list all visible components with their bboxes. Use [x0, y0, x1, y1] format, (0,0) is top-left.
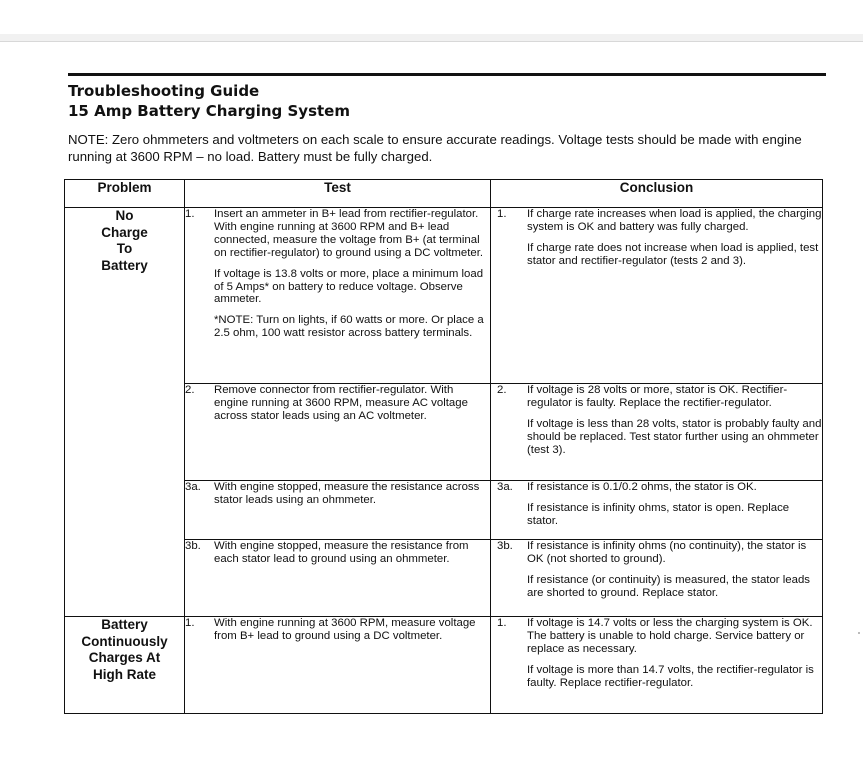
conclusion-text: If resistance (or continuity) is measured, the stator leads are shorted to ground. Replace stator. [527, 573, 810, 599]
conclusion-number: 1. [497, 208, 507, 220]
conclusion-number: 1. [497, 617, 507, 629]
viewer-top-bar [0, 0, 863, 35]
test-cell [185, 617, 491, 714]
conclusion-text: If resistance is infinity ohms, stator is open. Replace stator. [527, 501, 790, 527]
note-paragraph: NOTE: Zero ohmmeters and voltmeters on each scale to ensure accurate readings. Voltage tests should be made with engine running at 3600 RPM – no load. Battery must be fully charged. [68, 132, 802, 164]
conclusion-cell [491, 481, 823, 540]
conclusion-text: If voltage is less than 28 volts, stator is probably faulty and should be replaced. Test stator further using an ohmmeter (test 3). [527, 417, 822, 456]
conclusion-cell [491, 540, 823, 617]
table-row [65, 208, 823, 384]
test-text: *NOTE: Turn on lights, if 60 watts or more. Or place a 2.5 ohm, 100 watt resistor across battery terminals. [214, 314, 484, 340]
test-number: 3a. [185, 481, 201, 493]
test-text: Remove connector from rectifier-regulator. With engine running at 3600 RPM, measure AC voltage across stator leads using an AC voltmeter. [214, 384, 468, 422]
conclusion-text: If resistance is infinity ohms (no continuity), the stator is OK (not shorted to ground). [527, 540, 807, 565]
conclusion-text: If charge rate increases when load is applied, the charging system is OK and battery was fully charged. [527, 208, 822, 233]
conclusion-text: If voltage is 28 volts or more, stator is OK. Rectifier-regulator is faulty. Replace the rectifier-regulator. [527, 384, 788, 409]
table-row [65, 617, 823, 714]
header-conclusion: Conclusion [491, 180, 823, 208]
test-text: If voltage is 13.8 volts or more, place a minimum load of 5 Amps* on battery to reduce voltage. Observe ammeter. [214, 267, 484, 306]
conclusion-cell [491, 617, 823, 714]
conclusion-cell [491, 208, 823, 384]
test-text: With engine stopped, measure the resistance across stator leads using an ohmmeter. [214, 481, 480, 506]
test-number: 2. [185, 384, 195, 396]
test-number: 1. [185, 208, 195, 220]
page-title: Troubleshooting Guide [68, 82, 260, 100]
conclusion-text: If resistance is 0.1/0.2 ohms, the stator is OK. [527, 481, 757, 493]
conclusion-text: If voltage is more than 14.7 volts, the rectifier-regulator is faulty. Replace rectifier-regulator. [527, 663, 814, 689]
conclusion-cell [491, 384, 823, 481]
test-text: Insert an ammeter in B+ lead from rectifier-regulator. With engine running at 3600 RPM and B+ lead connected, measure the voltage from B+ (at terminal on rectifier-regulator) to ground using a DC voltmeter. [214, 208, 484, 259]
document-page [0, 42, 863, 768]
problem-label: No Charge To Battery [101, 208, 148, 273]
test-text: With engine stopped, measure the resistance from each stator lead to ground using an ohmmeter. [214, 540, 469, 565]
test-cell [185, 481, 491, 540]
header-test: Test [185, 180, 491, 208]
test-cell [185, 540, 491, 617]
page-subtitle: 15 Amp Battery Charging System [68, 102, 350, 120]
troubleshooting-table [64, 179, 823, 714]
header-problem: Problem [65, 180, 185, 208]
test-cell [185, 384, 491, 481]
page-gap [0, 34, 863, 42]
conclusion-text: If charge rate does not increase when load is applied, test stator and rectifier-regulator (tests 2 and 3). [527, 241, 819, 267]
test-cell [185, 208, 491, 384]
conclusion-text: If voltage is 14.7 volts or less the charging system is OK. The battery is unable to hold charge. Service battery or replace as necessary. [527, 617, 813, 655]
conclusion-number: 2. [497, 384, 507, 396]
conclusion-number: 3b. [497, 540, 513, 552]
problem-cell [65, 208, 185, 617]
problem-cell [65, 617, 185, 714]
problem-label: Battery Continuously Charges At High Rate [81, 617, 168, 682]
conclusion-number: 3a. [497, 481, 513, 493]
test-number: 3b. [185, 540, 201, 552]
title-rule [68, 73, 826, 76]
scroll-marker [858, 632, 860, 634]
table-header-row [65, 180, 823, 208]
test-text: With engine running at 3600 RPM, measure voltage from B+ lead to ground using a DC voltmeter. [214, 617, 476, 642]
test-number: 1. [185, 617, 195, 629]
